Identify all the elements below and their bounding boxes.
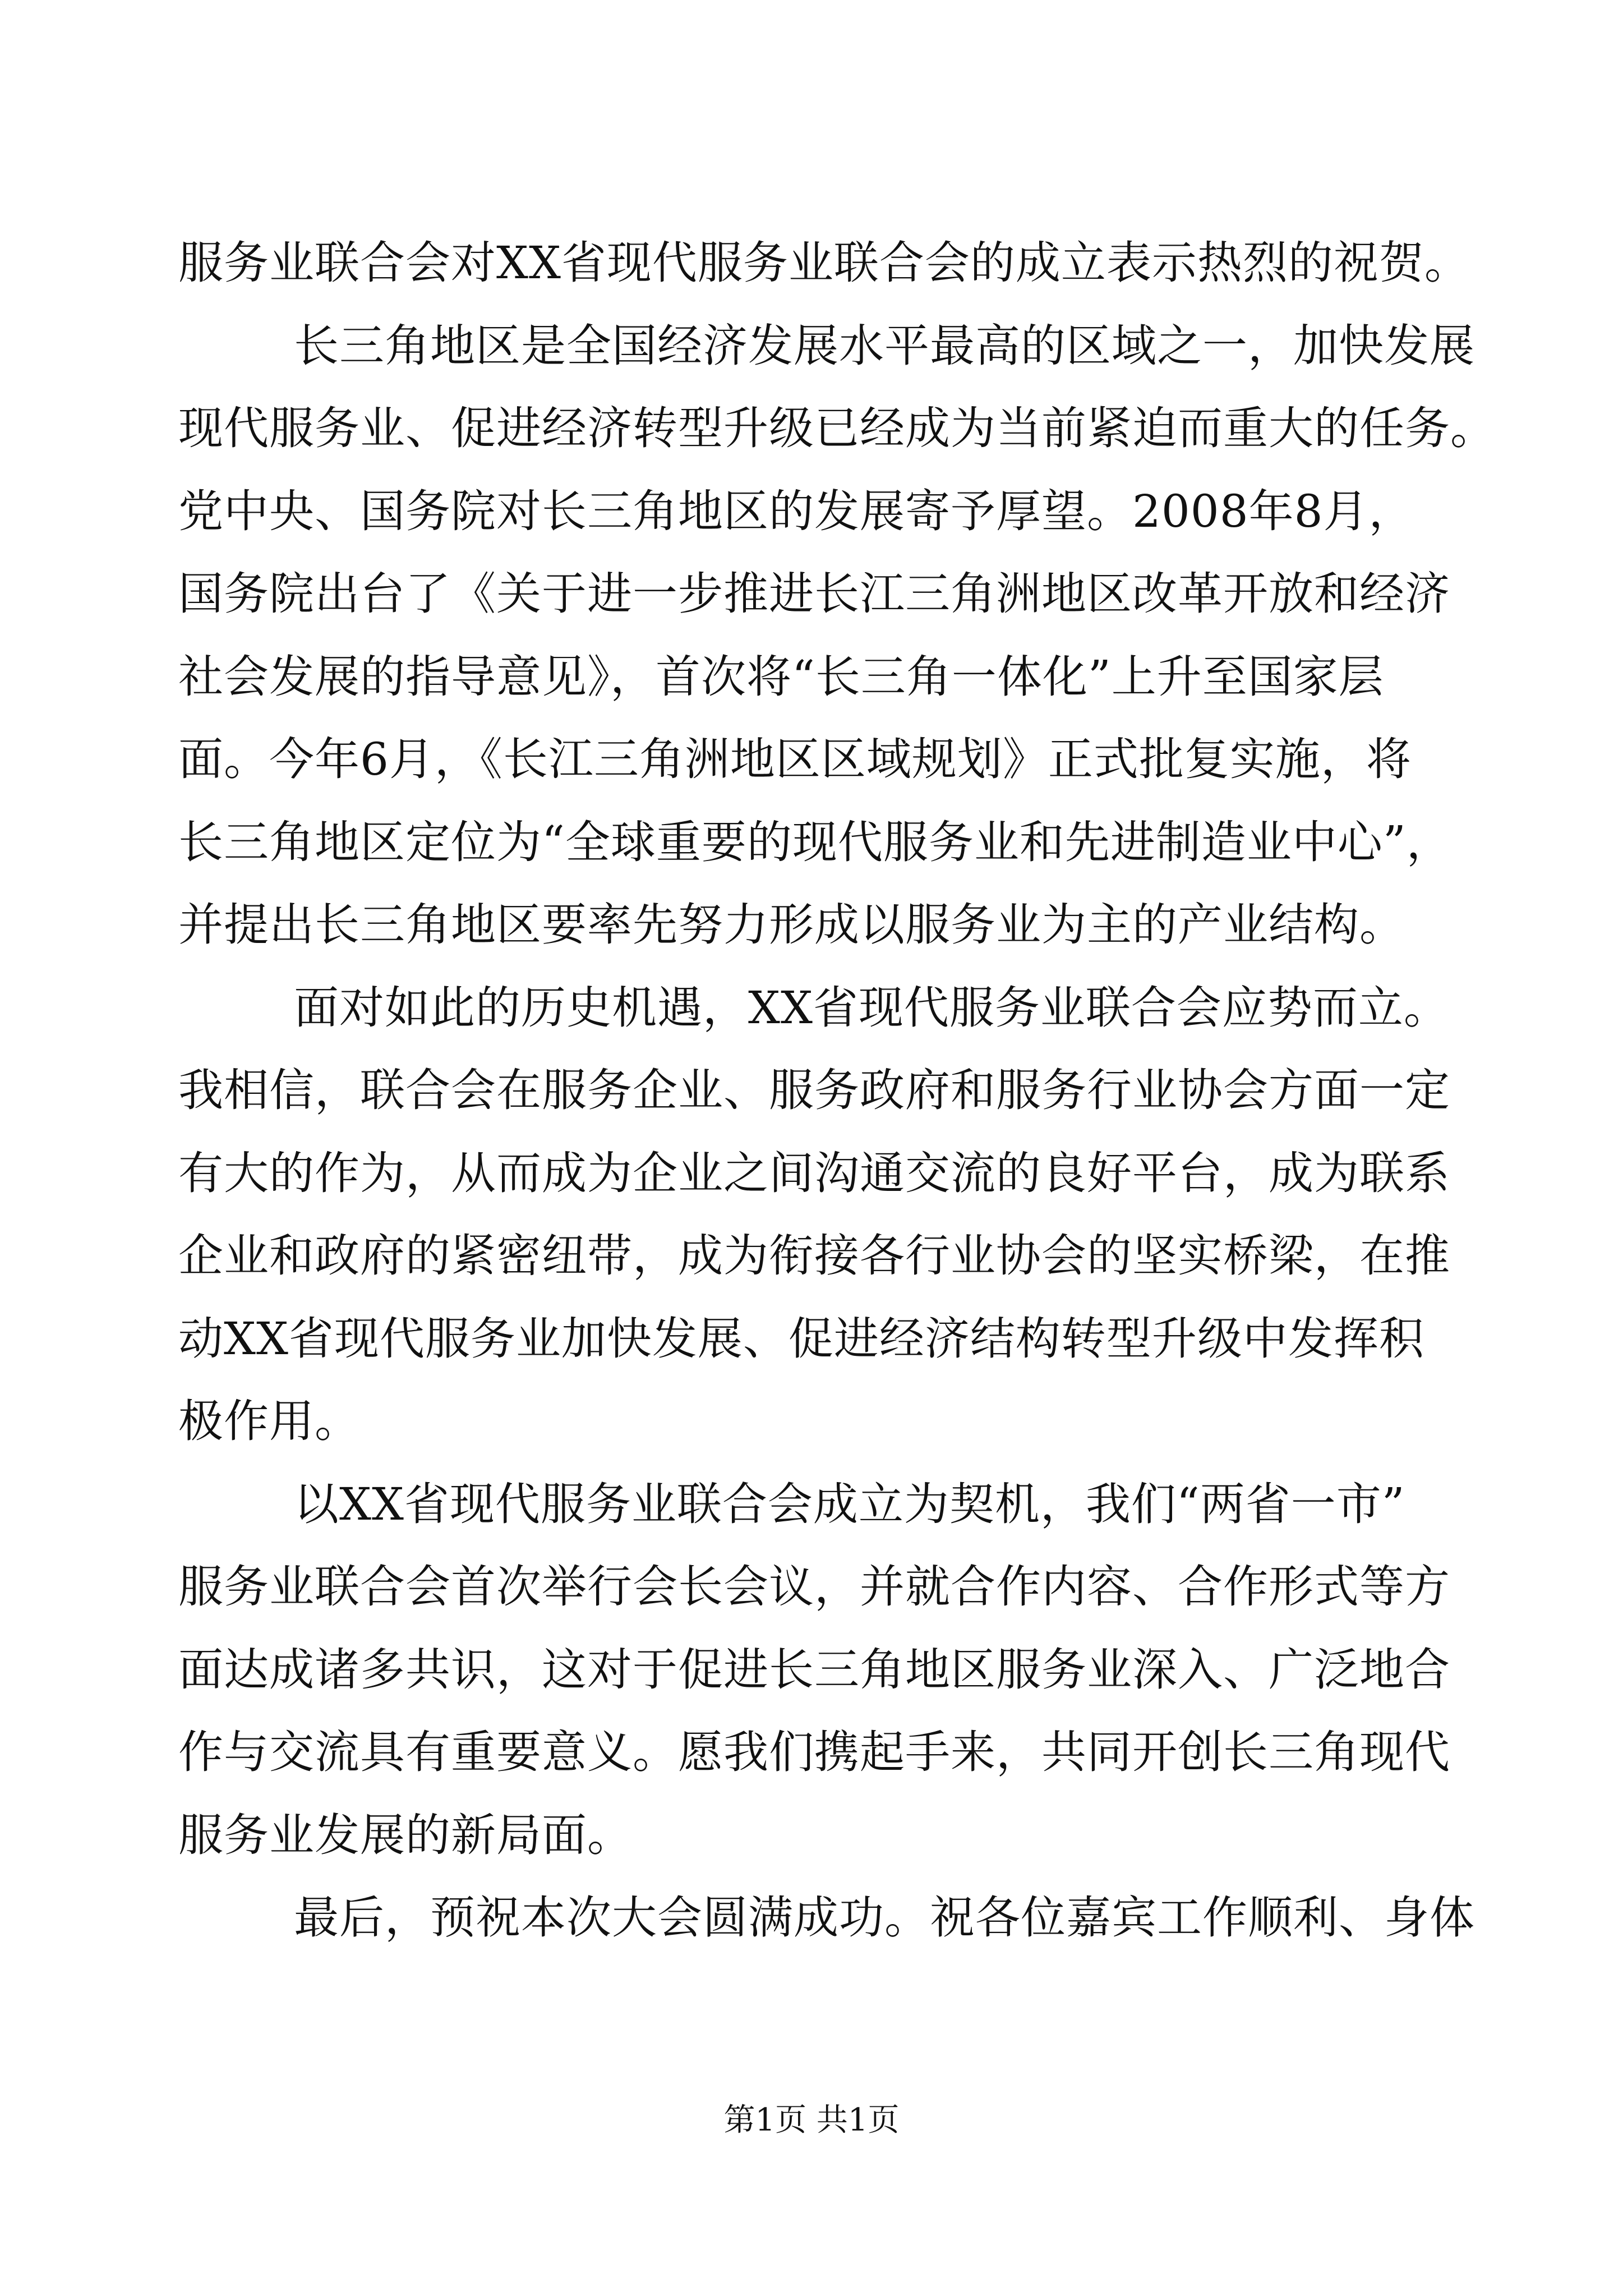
text-line-12: 有大的作为，从而成为企业之间沟通交流的良好平台，成为联系 <box>178 1147 1450 1199</box>
text-line-19: 作与交流具有重要意义。愿我们携起手来，共同开创长三角现代 <box>178 1726 1450 1778</box>
text-line-5: 国务院出台了《关于进一步推进长江三角洲地区改革开放和经济 <box>178 568 1450 620</box>
text-line-7: 面。今年6月，《长江三角洲地区区域规划》正式批复实施，将 <box>178 733 1412 785</box>
text-line-3: 现代服务业、促进经济转型升级已经成为当前紧迫而重大的任务。 <box>178 402 1496 454</box>
text-line-14: 动XX省现代服务业加快发展、促进经济结构转型升级中发挥积 <box>178 1312 1424 1365</box>
text-line-15: 极作用。 <box>178 1395 360 1447</box>
text-line-21: 最后，预祝本次大会圆满成功。祝各位嘉宾工作顺利、身体 <box>294 1892 1475 1944</box>
text-line-10: 面对如此的历史机遇，XX省现代服务业联合会应势而立。 <box>294 981 1449 1034</box>
text-line-17: 服务业联合会首次举行会长会议，并就合作内容、合作形式等方 <box>178 1561 1450 1613</box>
text-line-20: 服务业发展的新局面。 <box>178 1809 633 1861</box>
text-line-11: 我相信，联合会在服务企业、服务政府和服务行业协会方面一定 <box>178 1064 1450 1116</box>
text-line-2: 长三角地区是全国经济发展水平最高的区域之一，加快发展 <box>294 319 1475 372</box>
text-line-8: 长三角地区定位为“全球重要的现代服务业和先进制造业中心”， <box>178 816 1452 868</box>
text-line-13: 企业和政府的紧密纽带，成为衔接各行业协会的坚实桥梁，在推 <box>178 1230 1450 1282</box>
text-line-6: 社会发展的指导意见》，首次将“长三角一体化”上升至国家层 <box>178 650 1384 703</box>
text-line-4: 党中央、国务院对长三角地区的发展寄予厚望。2008年8月， <box>178 485 1414 537</box>
page-footer: 第1页 共1页 <box>723 2102 900 2138</box>
text-line-16: 以XX省现代服务业联合会成立为契机，我们“两省一市” <box>294 1478 1405 1530</box>
text-line-18: 面达成诸多共识，这对于促进长三角地区服务业深入、广泛地合 <box>178 1643 1450 1696</box>
document-body <box>178 222 1496 1959</box>
text-line-1: 服务业联合会对XX省现代服务业联合会的成立表示热烈的祝贺。 <box>178 237 1470 289</box>
text-line-9: 并提出长三角地区要率先努力形成以服务业为主的产业结构。 <box>178 899 1405 951</box>
